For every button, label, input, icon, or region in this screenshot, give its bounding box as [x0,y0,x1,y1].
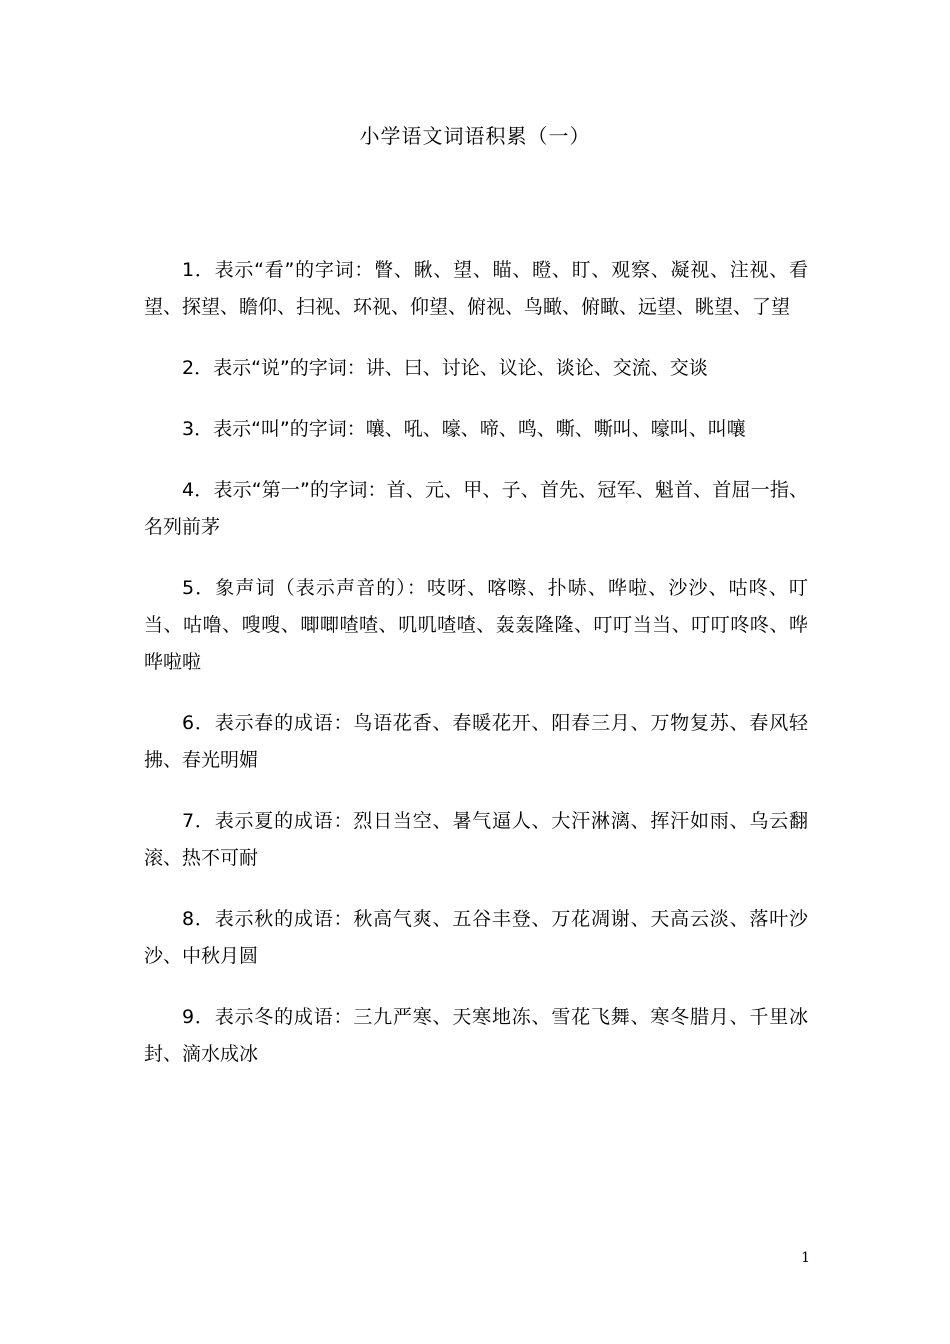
document-body [144,252,808,1097]
list-item: 7．表示夏的成语：烈日当空、暑气逼人、大汗淋漓、挥汗如雨、乌云翻滚、热不可耐 [144,810,808,869]
list-item: 2．表示“说”的字词：讲、曰、讨论、议论、谈论、交流、交谈 [182,357,708,379]
page-title: 小学语文词语积累（一） [359,124,591,148]
list-item: 5．象声词（表示声音的）：吱呀、喀嚓、扑哧、哗啦、沙沙、咕咚、叮当、咕噜、嗖嗖、唧唧喳喳、叽叽喳喳、轰轰隆隆、叮叮当当、叮叮咚咚、哗哗啦啦 [144,577,808,673]
list-item: 9．表示冬的成语：三九严寒、天寒地冻、雪花飞舞、寒冬腊月、千里冰封、滴水成冰 [144,1006,808,1065]
page-number: 1 [801,1250,810,1266]
list-item: 1．表示“看”的字词：瞥、瞅、望、瞄、瞪、盯、观察、凝视、注视、看望、探望、瞻仰、扫视、环视、仰望、俯视、鸟瞰、俯瞰、远望、眺望、了望 [144,259,808,318]
list-item: 4．表示“第一”的字词：首、元、甲、子、首先、冠军、魁首、首屈一指、名列前茅 [144,479,808,538]
list-item: 3．表示“叫”的字词：嚷、吼、嚎、啼、鸣、嘶、嘶叫、嚎叫、叫嚷 [182,418,746,440]
list-item: 6．表示春的成语：鸟语花香、春暖花开、阳春三月、万物复苏、春风轻拂、春光明媚 [144,712,808,771]
list-item: 8．表示秋的成语：秋高气爽、五谷丰登、万花凋谢、天高云淡、落叶沙沙、中秋月圆 [144,908,808,967]
